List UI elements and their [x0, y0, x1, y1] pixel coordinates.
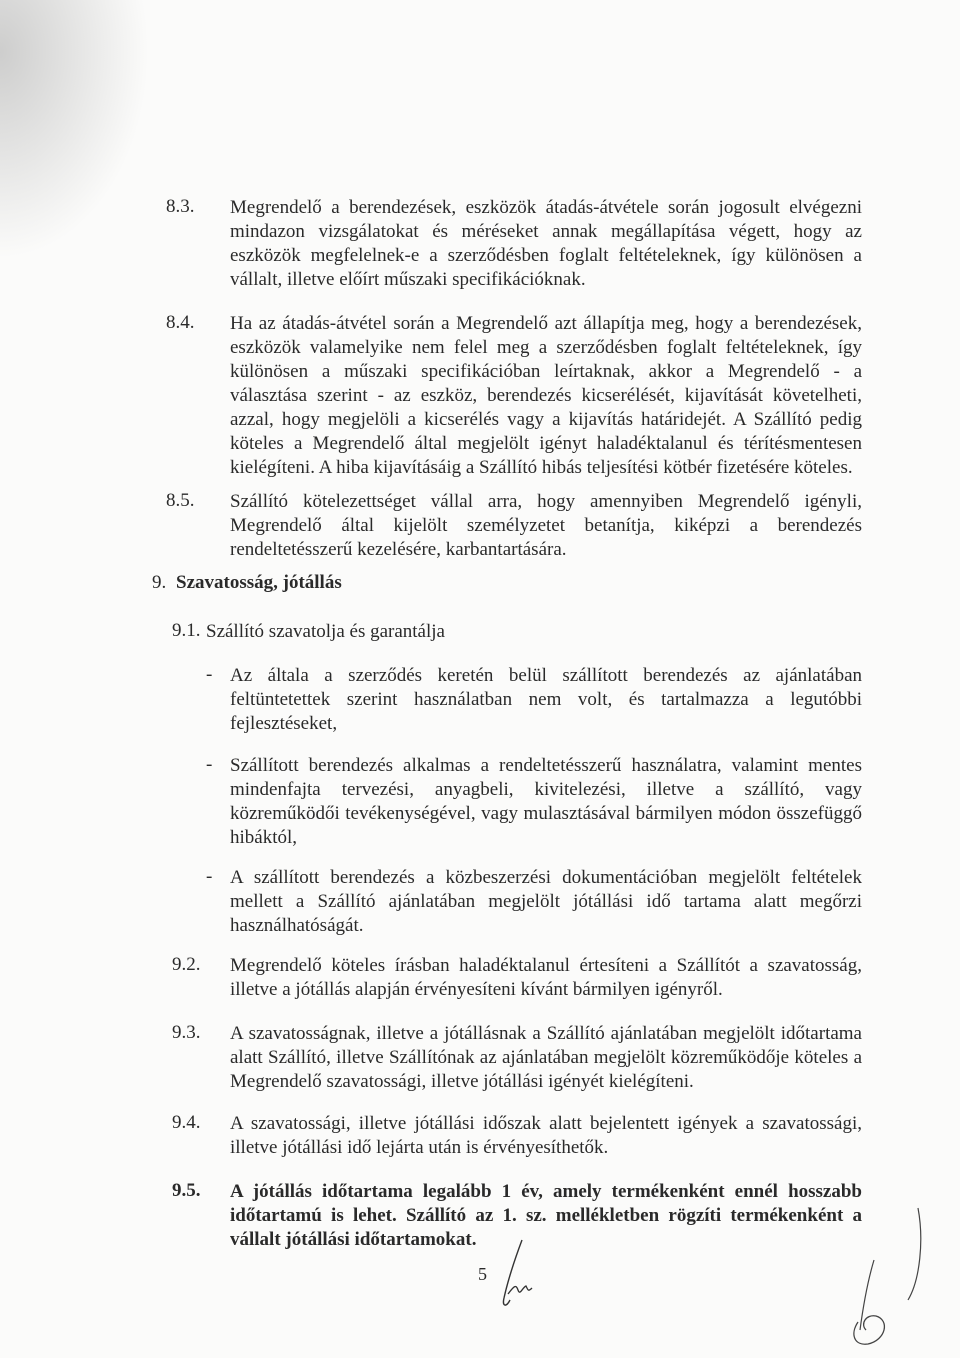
list-item: Az általa a szerződés keretén belül szállított berendezés az ajánlatában feltüntetettek szerint használatban nem volt, és tartalmazza a legutóbbi fejlesztéseket,: [230, 665, 862, 734]
section-9-2-text: Megrendelő köteles írásban haladéktalanul értesíteni a Szállítót a szavatosság, illetve a jótállás alapján érvényesíteni kívánt bármilyen igényről.: [230, 955, 862, 1000]
page-number: 5: [478, 1264, 487, 1284]
initials-signature-icon: [820, 1200, 940, 1350]
section-8-4-text: Ha az átadás-átvétel során a Megrendelő azt állapítja meg, hogy a berendezések, eszközök valamelyike nem felel meg a szerződésben foglalt feltételeknek, így különösen a műszaki specifikációban leírtaknak, akkor a Megrendelő - a választása szerint - az eszköz, berendezés kicserélését, kijavítását követelheti, azzal, hogy megjelöli a kicserélés vagy a kijavítás határidejét. A Szállító pedig köteles a Megrendelő által megjelölt igényt haladéktalanul és térítésmentesen kielégíteni. A hiba kijavításáig a Szállító hibás teljesítési kötbér fizetésére köteles.: [230, 313, 862, 478]
heading-number: 9.: [152, 572, 167, 593]
section-number: 8.4.: [166, 312, 195, 333]
section-8-5-text: Szállító kötelezettséget vállal arra, hogy amennyiben Megrendelő igényli, Megrendelő által kijelölt személyzetet betanítja, kiképzi a berendezés rendeltetésszerű kezelésére, karbantartására.: [230, 491, 862, 560]
list-item: A szállított berendezés a közbeszerzési dokumentációban megjelölt feltételek mellett a Szállító ajánlatában megjelölt jótállási idő tartama alatt megőrzi használhatóságát.: [230, 867, 862, 936]
list-dash: -: [206, 664, 213, 685]
list-item: Szállított berendezés alkalmas a rendeltetésszerű használatra, valamint mentes mindenfajta tervezési, anyagbeli, kivitelezési, illetve a szállító, vagy közreműködői tevékenységével, vagy mulasztásával bármilyen módon összefüggő hibáktól,: [230, 755, 862, 848]
section-8-3-text: Megrendelő a berendezések, eszközök átadás-átvétele során jogosult elvégezni mindazon vizsgálatokat és méréseket annak megállapítása végett, hogy az eszközök megfelelnek-e a szerződésben foglalt feltételeknek, így különösen a vállalt, illetve előírt műszaki specifikációknak.: [230, 197, 862, 290]
section-number: 8.3.: [166, 196, 195, 217]
section-number: 8.5.: [166, 490, 195, 511]
section-9-1-text: Szállító szavatolja és garantálja: [206, 621, 445, 642]
section-number: 9.5.: [172, 1180, 201, 1201]
section-number: 9.3.: [172, 1022, 201, 1043]
section-number: 9.1.: [172, 620, 201, 641]
section-9-4-text: A szavatossági, illetve jótállási időszak alatt bejelentett igények a szavatossági, illetve jótállási idő lejárta után is érvényesíthetők.: [230, 1113, 862, 1158]
list-dash: -: [206, 754, 213, 775]
section-number: 9.4.: [172, 1112, 201, 1133]
list-dash: -: [206, 866, 213, 887]
section-9-5-text: A jótállás időtartama legalább 1 év, amely termékenként ennél hosszabb időtartamú is lehet. Szállító az 1. sz. mellékletben rögzíti termékenként a vállalt jótállási időtartamokat.: [230, 1181, 862, 1250]
initials-signature-icon: [492, 1236, 552, 1316]
section-9-3-text: A szavatosságnak, illetve a jótállásnak a Szállító ajánlatában megjelölt időtartama alatt Szállító, illetve Szállítónak az ajánlatában megjelölt közreműködője köteles a Megrendelő szavatossági, illetve jótállási igényét kielégíteni.: [230, 1023, 862, 1092]
section-heading: Szavatosság, jótállás: [176, 572, 342, 593]
section-number: 9.2.: [172, 954, 201, 975]
scan-shadow: [0, 0, 150, 260]
